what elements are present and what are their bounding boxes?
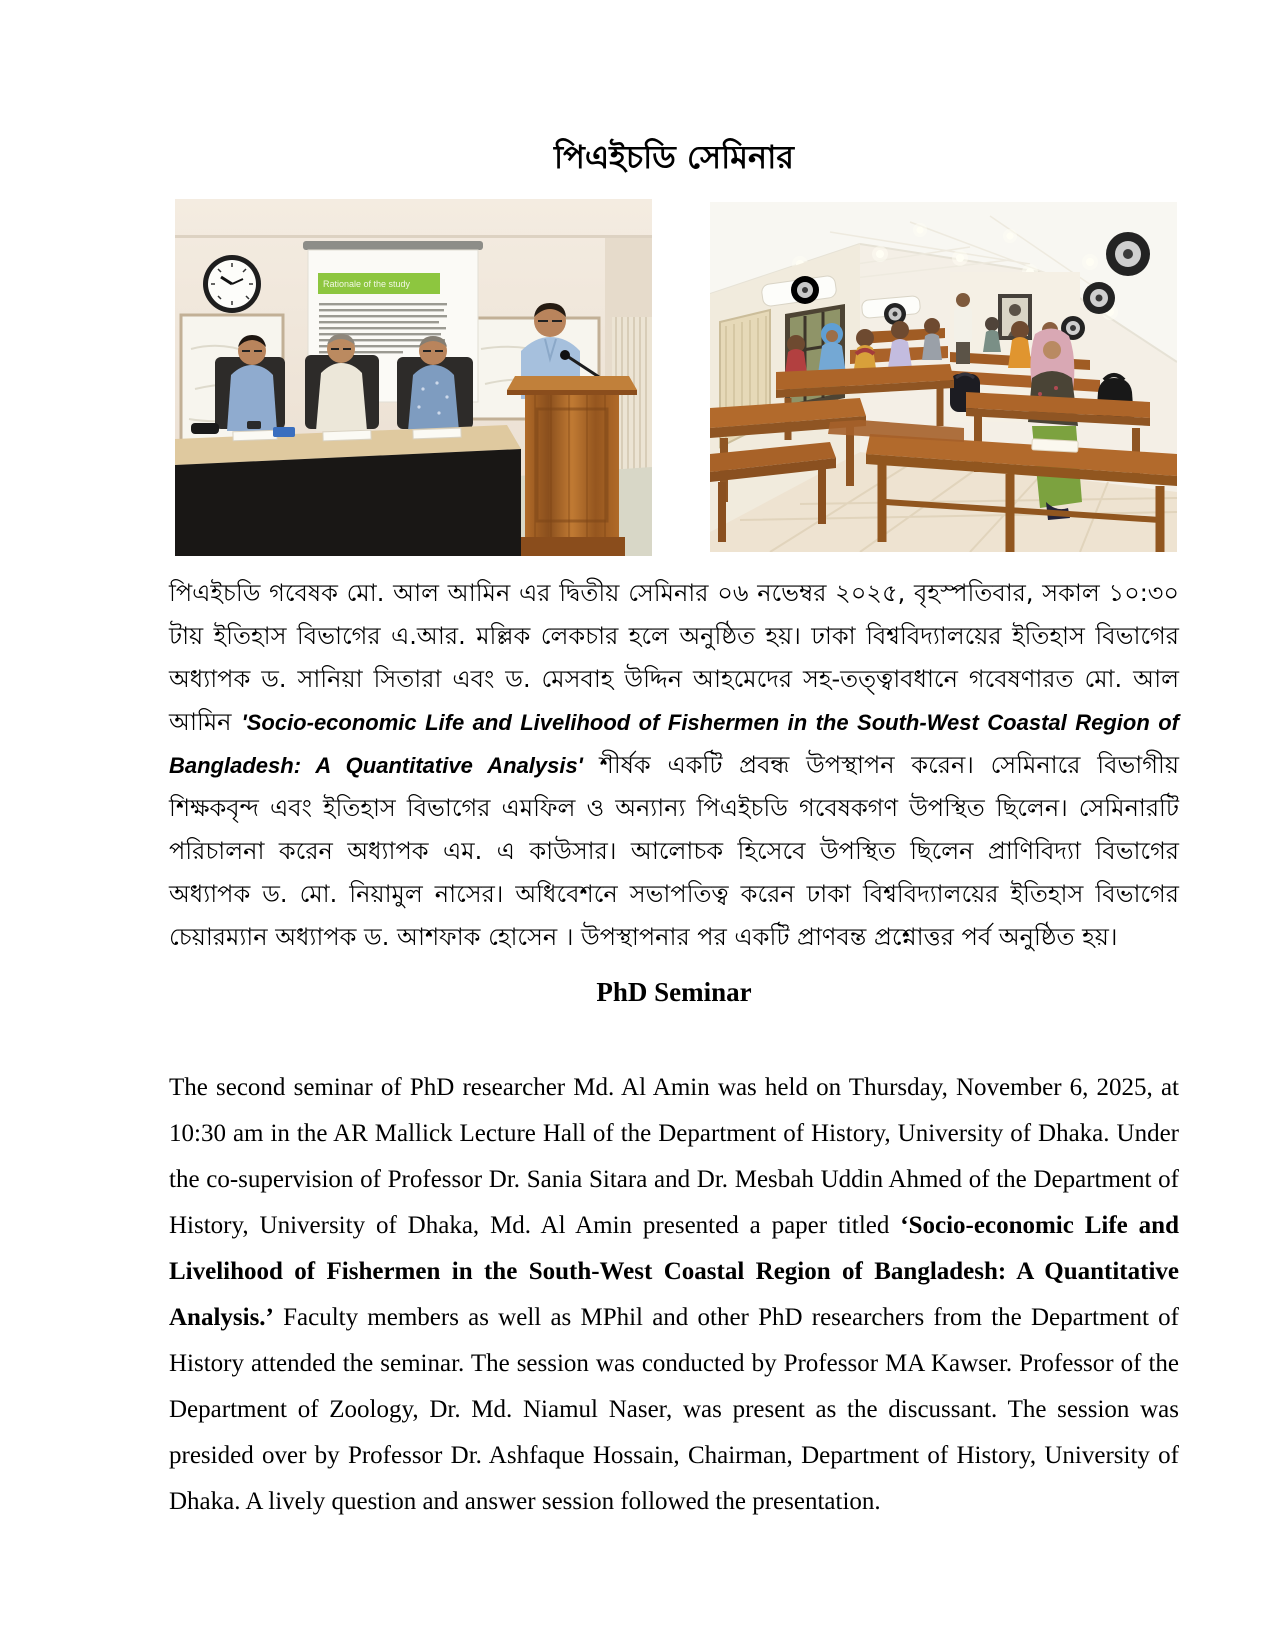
seminar-presentation-photo bbox=[175, 199, 652, 556]
fan-icon bbox=[791, 276, 819, 304]
bengali-text-part1: পিএইচডি গবেষক মো. আল আমিন এর দ্বিতীয় সেমিনার ০৬ নভেম্বর ২০২৫, বৃহস্পতিবার, সকাল ১০:৩০ টায় ইতিহাস বিভাগের এ.আর. মল্লিক লেকচার হলে অনুষ্ঠিত হয়। ঢাকা বিশ্ববিদ্যালয়ের ইতিহাস বিভাগের অধ্যাপক ড. সানিয়া সিতারা এবং ড. মেসবাহ উদ্দিন আহমেদের সহ-তত্ত্বাবধানে গবেষণারত মো. আল আমিন bbox=[169, 579, 1179, 736]
section-heading-english: PhD Seminar bbox=[596, 977, 752, 1007]
recorder bbox=[191, 423, 219, 434]
slide-title: Rationale of the study bbox=[323, 279, 411, 289]
papers bbox=[1032, 439, 1079, 452]
page-title-bengali: পিএইচডি সেমিনার bbox=[553, 138, 794, 176]
person-teal-back bbox=[983, 317, 1001, 352]
person-orange bbox=[1008, 321, 1032, 368]
man-gray bbox=[922, 318, 942, 360]
english-paragraph bbox=[169, 1065, 1179, 1525]
ceiling-molding bbox=[175, 235, 652, 238]
fan-icon bbox=[1106, 232, 1150, 276]
audience-classroom-photo bbox=[710, 202, 1177, 552]
classroom-scene bbox=[710, 202, 1177, 552]
head-table bbox=[175, 421, 521, 556]
podium bbox=[507, 376, 637, 556]
bengali-paragraph bbox=[169, 572, 1179, 959]
english-text-part2: Faculty members as well as MPhil and other PhD researchers from the Department of History attended the seminar. The session was conducted by Professor MA Kawser. Professor of the Department of Zoology, Dr. Md. Niamul Naser, was present as the discussant. The session was presided over by Professor Dr. Ashfaque Hossain, Chairman, Department of History, University of Dhaka. A lively question and answer session followed the presentation. bbox=[169, 1304, 1179, 1515]
paper-title-bold: ‘Socio-economic Life and Livelihood of Fishermen in the South-West Coastal Region of Bangladesh: A Quantitative Analysis.’ bbox=[169, 1212, 1179, 1331]
seminar-room-scene bbox=[175, 199, 652, 556]
paper-title-inline: 'Socio-economic Life and Livelihood of Fishermen in the South-West Coastal Region of Bangladesh: A Quantitative Analysis' bbox=[169, 710, 1179, 778]
panel-members bbox=[215, 334, 473, 431]
woman-blue-hijab bbox=[818, 323, 846, 374]
blue-device bbox=[273, 427, 295, 437]
photos-row bbox=[175, 199, 1179, 556]
bengali-text-part2: শীর্ষক একটি প্রবন্ধ উপস্থাপন করেন। সেমিনারে বিভাগীয় শিক্ষকবৃন্দ এবং ইতিহাস বিভাগের এমফিল ও অন্যান্য পিএইচডি গবেষকগণ উপস্থিত ছিলেন। সেমিনারটি পরিচালনা করেন অধ্যাপক এম. এ কাউসার। আলোচক হিসেবে উপস্থিত ছিলেন প্রাণিবিদ্যা বিভাগের অধ্যাপক ড. মো. নিয়ামুল নাসের। অধিবেশনে সভাপতিত্ব করেন ঢাকা বিশ্ববিদ্যালয়ের ইতিহাস বিভাগের চেয়ারম্যান অধ্যাপক ড. আশফাক হোসেন । উপস্থাপনার পর একটি প্রাণবন্ত প্রশ্নোত্তর পর্ব অনুষ্ঠিত হয়। bbox=[169, 751, 1180, 951]
fan-icon bbox=[1083, 282, 1115, 314]
wall-clock bbox=[203, 255, 261, 313]
english-text-part1: The second seminar of PhD researcher Md. Al Amin was held on Thursday, November 6, 2025, at 10:30 am in the AR Mallick Lecture Hall of the Department of History, University of Dhaka. Under the co-supervision of Professor Dr. Sania Sitara and Dr. Mesbah Uddin Ahmed of the Department of History, University of Dhaka, Md. Al Amin presented a paper titled bbox=[169, 1074, 1179, 1239]
